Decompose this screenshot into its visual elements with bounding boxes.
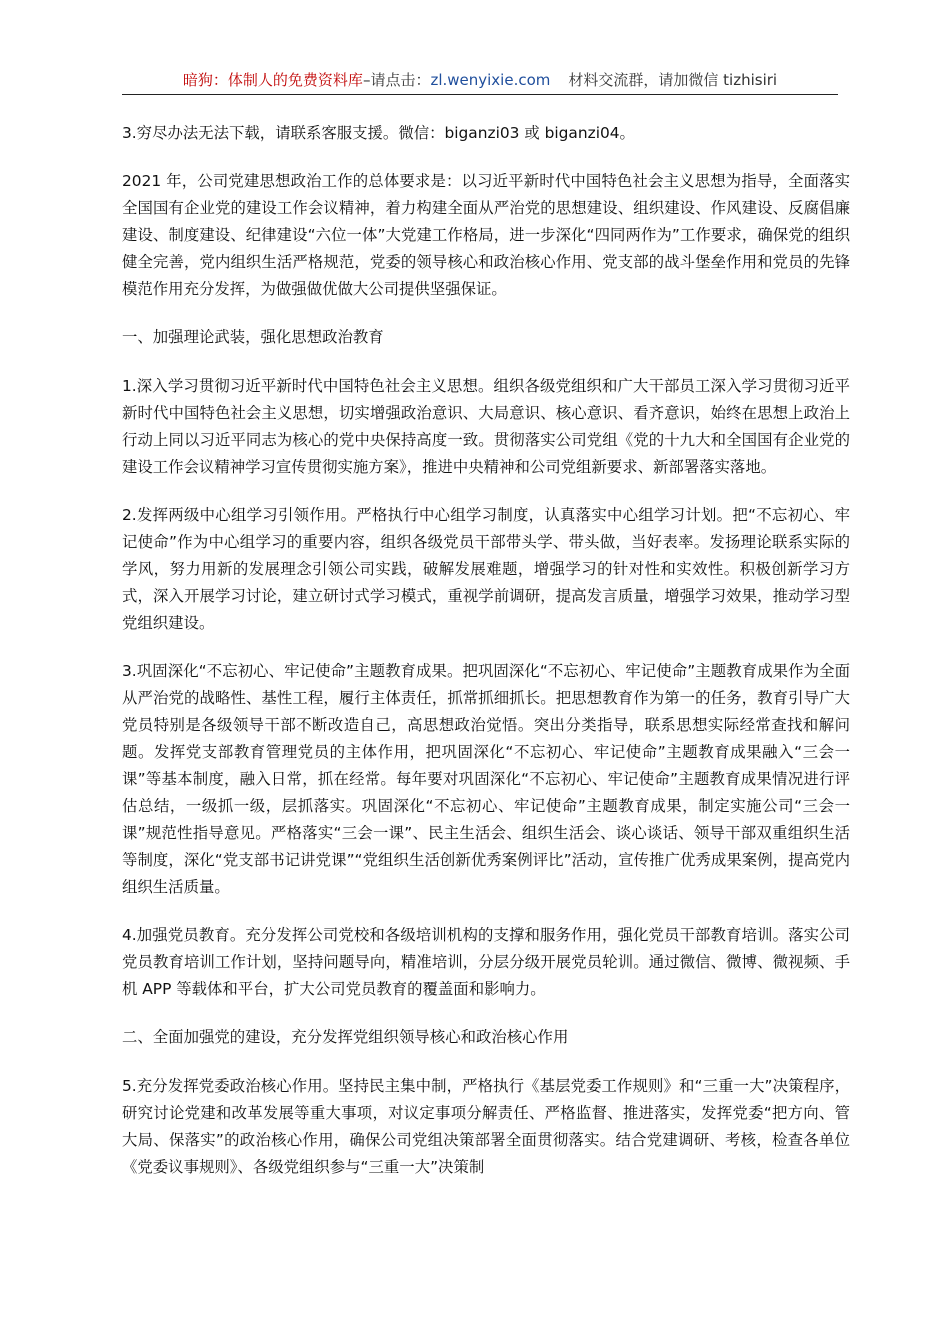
paragraph-item-3: 3.巩固深化“不忘初心、牢记使命”主题教育成果。把巩固深化“不忘初心、牢记使命”主题教育成果作为全面从严治党的战略性、基性工程，履行主体责任，抓常抓细抓长。把思想教育作为第一的任务，教育引导广大党员特别是各级领导干部不断改造自己，高思想政治觉悟。突出分类指导，联系思想实际经常查找和解问题。发挥党支部教育管理党员的主体作用，把巩固深化“不忘初心、牢记使命”主题教育成果融入“三会一课”等基本制度，融入日常，抓在经常。每年要对巩固深化“不忘初心、牢记使命”主题教育成果情况进行评估总结，一级抓一级，层抓落实。巩固深化“不忘初心、牢记使命”主题教育成果，制定实施公司“三会一课”规范性指导意见。严格落实“三会一课”、民主生活会、组织生活会、谈心谈话、领导干部双重组织生活等制度，深化“党支部书记讲党课”“党组织生活创新优秀案例评比”活动，宣传推广优秀成果案例，提高党内组织生活质量。 (122, 662, 850, 896)
section-heading-1: 一、加强理论武装，强化思想政治教育 (122, 328, 384, 346)
header-click-prompt: –请点击： (362, 71, 431, 89)
document-body (122, 120, 850, 1202)
paragraph-item-5: 5.充分发挥党委政治核心作用。坚持民主集中制，严格执行《基层党委工作规则》和“三重一大”决策程序，研究讨论党建和改革发展等重大事项，对议定事项分解责任、严格监督、推进落实，发挥党委“把方向、管大局、保落实”的政治核心作用，确保公司党组决策部署全面贯彻落实。结合党建调研、考核，检查各单位《党委议事规则》、各级党组织参与“三重一大”决策制 (122, 1077, 850, 1176)
header-group-info: 材料交流群，请加微信 tizhisiri (568, 71, 778, 89)
paragraph-general-requirements: 2021 年，公司党建思想政治工作的总体要求是：以习近平新时代中国特色社会主义思想为指导，全面落实全国国有企业党的建设工作会议精神，着力构建全面从严治党的思想建设、组织建设、作风建设、反腐倡廉建设、制度建设、纪律建设“六位一体”大党建工作格局，进一步深化“四同两作为”工作要求，确保党的组织健全完善，党内组织生活严格规范，党委的领导核心和政治核心作用、党支部的战斗堡垒作用和党员的先锋模范作用充分发挥，为做强做优做大公司提供坚强保证。 (122, 172, 850, 298)
paragraph-item-4: 4.加强党员教育。充分发挥公司党校和各级培训机构的支撑和服务作用，强化党员干部教育培训。落实公司党员教育培训工作计划，坚持问题导向，精准培训，分层分级开展党员轮训。通过微信、微博、微视频、手机 APP 等载体和平台，扩大公司党员教育的覆盖面和影响力。 (122, 926, 850, 998)
paragraph-download-notice: 3.穷尽办法无法下载，请联系客服支援。微信：biganzi03 或 biganzi04。 (122, 124, 635, 142)
page-header (122, 68, 838, 95)
paragraph-item-1: 1.深入学习贯彻习近平新时代中国特色社会主义思想。组织各级党组织和广大干部员工深入学习贯彻习近平新时代中国特色社会主义思想，切实增强政治意识、大局意识、核心意识、看齐意识，始终在思想上政治上行动上同以习近平同志为核心的党中央保持高度一致。贯彻落实公司党组《党的十九大和全国国有企业党的建设工作会议精神学习宣传贯彻实施方案》，推进中央精神和公司党组新要求、新部署落实落地。 (122, 377, 850, 476)
header-brand: 暗狗：体制人的免费资料库 (182, 71, 363, 89)
paragraph-item-2: 2.发挥两级中心组学习引领作用。严格执行中心组学习制度，认真落实中心组学习计划。把“不忘初心、牢记使命”作为中心组学习的重要内容，组织各级党员干部带头学、带头做，当好表率。发扬理论联系实际的学风，努力用新的发展理念引领公司实践，破解发展难题，增强学习的针对性和实效性。积极创新学习方式，深入开展学习讨论，建立研讨式学习模式，重视学前调研，提高发言质量，增强学习效果，推动学习型党组织建设。 (122, 506, 850, 632)
header-link[interactable]: zl.wenyixie.com (430, 71, 551, 89)
section-heading-2: 二、全面加强党的建设，充分发挥党组织领导核心和政治核心作用 (122, 1028, 569, 1046)
